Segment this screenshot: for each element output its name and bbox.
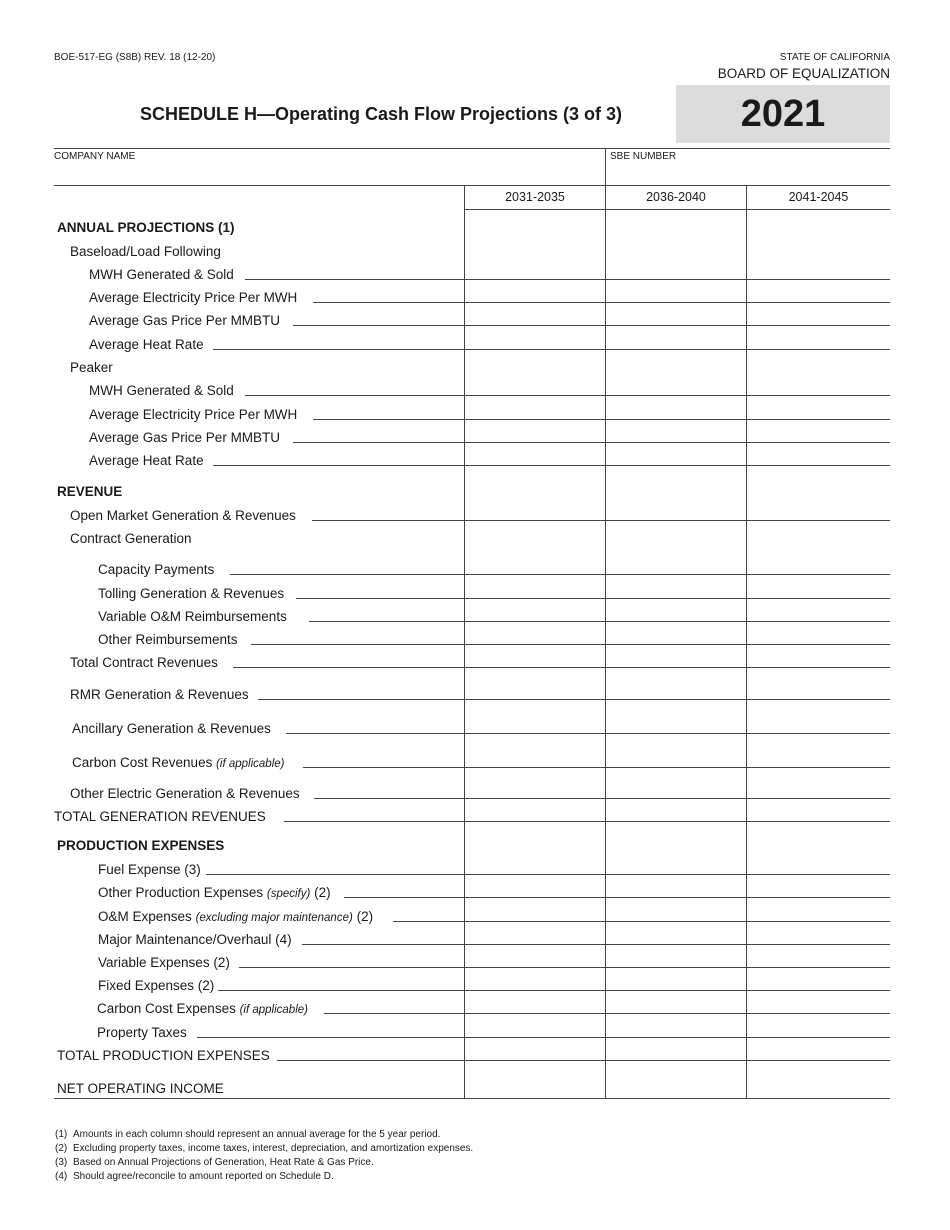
amount-cell[interactable] bbox=[747, 331, 890, 348]
amount-cell[interactable] bbox=[606, 580, 746, 597]
row-leader-line bbox=[296, 598, 464, 599]
row-label-text: ANNUAL PROJECTIONS (1) bbox=[57, 220, 235, 235]
row-cell-line bbox=[464, 921, 890, 922]
amount-cell[interactable] bbox=[747, 307, 890, 324]
amount-cell[interactable] bbox=[606, 715, 746, 732]
row-leader-line bbox=[197, 1037, 464, 1038]
row-leader-line bbox=[218, 990, 464, 991]
row-label-text: Average Electricity Price Per MWH bbox=[89, 407, 298, 422]
footnote bbox=[55, 1142, 473, 1156]
amount-cell[interactable] bbox=[606, 502, 746, 519]
amount-cell[interactable] bbox=[606, 556, 746, 573]
amount-cell[interactable] bbox=[606, 261, 746, 278]
row-label-text: Average Heat Rate bbox=[89, 337, 204, 352]
amount-cell[interactable] bbox=[747, 556, 890, 573]
row-cell-line bbox=[464, 967, 890, 968]
amount-cell[interactable] bbox=[465, 715, 605, 732]
row-cell-line bbox=[464, 325, 890, 326]
row-cell-line bbox=[464, 699, 890, 700]
row-label-text: TOTAL PRODUCTION EXPENSES bbox=[57, 1048, 270, 1063]
row-label bbox=[70, 687, 249, 703]
amount-cell[interactable] bbox=[606, 856, 746, 873]
amount-cell[interactable] bbox=[606, 307, 746, 324]
row-label-text: Fixed Expenses (2) bbox=[98, 978, 215, 993]
row-label-text: MWH Generated & Sold bbox=[89, 267, 234, 282]
amount-cell[interactable] bbox=[606, 903, 746, 920]
row-label bbox=[57, 1081, 224, 1097]
amount-cell[interactable] bbox=[465, 284, 605, 301]
row-label bbox=[54, 809, 266, 825]
amount-cell[interactable] bbox=[465, 580, 605, 597]
row-label-text: Variable Expenses (2) bbox=[98, 955, 230, 970]
amount-cell[interactable] bbox=[465, 331, 605, 348]
amount-cell[interactable] bbox=[747, 649, 890, 666]
row-leader-line bbox=[245, 279, 464, 280]
row-label-suffix: (2) bbox=[314, 885, 331, 900]
form-number: BOE-517-EG (S8B) REV. 18 (12-20) bbox=[54, 52, 216, 63]
footnote bbox=[55, 1156, 374, 1170]
amount-cell[interactable] bbox=[747, 903, 890, 920]
amount-cell[interactable] bbox=[465, 1042, 605, 1059]
row-leader-line bbox=[239, 967, 464, 968]
amount-cell[interactable] bbox=[747, 995, 890, 1012]
row-label bbox=[70, 244, 221, 260]
row-leader-line bbox=[230, 574, 464, 575]
amount-cell[interactable] bbox=[747, 447, 890, 464]
row-label-text: Property Taxes bbox=[97, 1025, 187, 1040]
amount-cell[interactable] bbox=[606, 749, 746, 766]
amount-cell[interactable] bbox=[747, 401, 890, 418]
row-label bbox=[70, 360, 113, 376]
amount-cell[interactable] bbox=[465, 261, 605, 278]
row-leader-line bbox=[314, 798, 464, 799]
row-label bbox=[70, 786, 300, 802]
amount-cell[interactable] bbox=[747, 261, 890, 278]
row-leader-line bbox=[313, 302, 464, 303]
row-leader-line bbox=[251, 644, 464, 645]
amount-cell[interactable] bbox=[465, 1019, 605, 1036]
row-cell-line bbox=[464, 874, 890, 875]
state-label: STATE OF CALIFORNIA bbox=[779, 52, 890, 63]
row-label bbox=[70, 531, 192, 547]
footnote bbox=[55, 1170, 334, 1184]
row-cell-line bbox=[464, 621, 890, 622]
row-cell-line bbox=[464, 279, 890, 280]
row-label bbox=[98, 862, 201, 878]
row-leader-line bbox=[245, 395, 464, 396]
amount-cell[interactable] bbox=[747, 856, 890, 873]
row-leader-line bbox=[309, 621, 464, 622]
row-label bbox=[57, 220, 235, 236]
footnote-text: Should agree/reconcile to amount reported on Schedule D. bbox=[73, 1171, 334, 1182]
row-label bbox=[70, 655, 218, 671]
row-label-text: Carbon Cost Expenses bbox=[97, 1001, 236, 1016]
amount-cell[interactable] bbox=[606, 447, 746, 464]
row-label bbox=[98, 885, 331, 902]
sbe-number-field[interactable] bbox=[610, 162, 888, 184]
row-leader-line bbox=[302, 944, 464, 945]
row-label-note: (excluding major maintenance) bbox=[195, 912, 353, 924]
amount-cell[interactable] bbox=[606, 1042, 746, 1059]
row-label bbox=[89, 407, 297, 423]
year-box bbox=[676, 85, 890, 143]
row-leader-line bbox=[233, 667, 464, 668]
row-label-text: Open Market Generation & Revenues bbox=[70, 508, 296, 523]
row-leader-line bbox=[312, 520, 464, 521]
row-cell-line bbox=[464, 520, 890, 521]
row-label-text: Tolling Generation & Revenues bbox=[98, 586, 285, 601]
footnote-number: (1) bbox=[55, 1129, 68, 1140]
row-label-text: NET OPERATING INCOME bbox=[57, 1081, 224, 1096]
company-name-label: COMPANY NAME bbox=[54, 151, 136, 162]
row-label-text: Total Contract Revenues bbox=[70, 655, 218, 670]
amount-cell[interactable] bbox=[747, 803, 890, 820]
footnote-text: Based on Annual Projections of Generation, Heat Rate & Gas Price. bbox=[73, 1157, 374, 1168]
row-cell-line bbox=[464, 419, 890, 420]
row-leader-line bbox=[393, 921, 464, 922]
row-label bbox=[89, 337, 204, 353]
amount-cell[interactable] bbox=[465, 926, 605, 943]
row-cell-line bbox=[464, 302, 890, 303]
amount-cell[interactable] bbox=[465, 447, 605, 464]
row-label bbox=[98, 609, 287, 625]
amount-cell[interactable] bbox=[747, 780, 890, 797]
amount-cell[interactable] bbox=[465, 649, 605, 666]
row-label-text: Carbon Cost Revenues bbox=[72, 755, 213, 770]
amount-cell[interactable] bbox=[606, 424, 746, 441]
column-header-2036-2040: 2036-2040 bbox=[646, 190, 706, 204]
row-label-text: Capacity Payments bbox=[98, 562, 215, 577]
company-name-field[interactable] bbox=[54, 162, 602, 184]
amount-cell[interactable] bbox=[465, 556, 605, 573]
amount-cell[interactable] bbox=[465, 401, 605, 418]
row-label-text: Variable O&M Reimbursements bbox=[98, 609, 287, 624]
footnote-number: (3) bbox=[55, 1157, 68, 1168]
footnote bbox=[55, 1128, 440, 1142]
amount-cell[interactable] bbox=[465, 626, 605, 643]
row-label-text: Contract Generation bbox=[70, 531, 192, 546]
amount-cell[interactable] bbox=[465, 603, 605, 620]
row-leader-line bbox=[313, 419, 464, 420]
amount-cell[interactable] bbox=[606, 972, 746, 989]
row-label-text: Other Electric Generation & Revenues bbox=[70, 786, 300, 801]
amount-cell[interactable] bbox=[747, 715, 890, 732]
sbe-number-label: SBE NUMBER bbox=[610, 151, 677, 162]
amount-cell[interactable] bbox=[465, 856, 605, 873]
row-label-text: O&M Expenses bbox=[98, 909, 192, 924]
row-cell-line bbox=[464, 1060, 890, 1061]
row-label-text: Other Production Expenses bbox=[98, 885, 264, 900]
row-label bbox=[98, 955, 230, 971]
amount-cell[interactable] bbox=[606, 949, 746, 966]
row-leader-line bbox=[344, 897, 464, 898]
row-leader-line bbox=[293, 442, 464, 443]
row-label-note: (if applicable) bbox=[216, 758, 285, 770]
row-label bbox=[89, 430, 280, 446]
row-leader-line bbox=[277, 1060, 464, 1061]
amount-cell[interactable] bbox=[465, 903, 605, 920]
agency-label: BOARD OF EQUALIZATION bbox=[717, 66, 890, 81]
row-leader-line bbox=[324, 1013, 464, 1014]
row-label bbox=[97, 1001, 308, 1018]
amount-cell[interactable] bbox=[465, 681, 605, 698]
amount-cell[interactable] bbox=[747, 502, 890, 519]
row-label-text: Average Electricity Price Per MWH bbox=[89, 290, 298, 305]
row-cell-line bbox=[464, 465, 890, 466]
row-label-note: (specify) bbox=[266, 888, 311, 900]
amount-cell[interactable] bbox=[747, 424, 890, 441]
amount-cell[interactable] bbox=[606, 803, 746, 820]
row-label bbox=[98, 932, 292, 948]
amount-cell[interactable] bbox=[606, 1019, 746, 1036]
amount-cell[interactable] bbox=[606, 995, 746, 1012]
amount-cell[interactable] bbox=[465, 803, 605, 820]
amount-cell[interactable] bbox=[465, 307, 605, 324]
row-label bbox=[89, 453, 204, 469]
row-cell-line bbox=[464, 897, 890, 898]
row-label-text: PRODUCTION EXPENSES bbox=[57, 838, 225, 853]
row-leader-line bbox=[206, 874, 464, 875]
amount-cell[interactable] bbox=[747, 972, 890, 989]
amount-cell[interactable] bbox=[606, 377, 746, 394]
row-label-text: Average Heat Rate bbox=[89, 453, 204, 468]
row-label-text: Major Maintenance/Overhaul (4) bbox=[98, 932, 292, 947]
row-label bbox=[89, 383, 234, 399]
row-label bbox=[57, 484, 122, 500]
row-cell-line bbox=[464, 990, 890, 991]
amount-cell[interactable] bbox=[606, 603, 746, 620]
footnote-text: Excluding property taxes, income taxes, interest, depreciation, and amortization expenses. bbox=[73, 1143, 474, 1154]
row-cell-line bbox=[464, 442, 890, 443]
row-label-text: Baseload/Load Following bbox=[70, 244, 221, 259]
row-cell-line bbox=[464, 574, 890, 575]
row-label bbox=[57, 1048, 270, 1064]
column-header-2041-2045: 2041-2045 bbox=[788, 190, 849, 204]
row-label-text: Average Gas Price Per MMBTU bbox=[89, 313, 281, 328]
amount-cell[interactable] bbox=[465, 780, 605, 797]
amount-cell[interactable] bbox=[465, 972, 605, 989]
row-label bbox=[98, 978, 214, 994]
amount-cell[interactable] bbox=[606, 284, 746, 301]
year-label: 2021 bbox=[740, 93, 826, 135]
row-label-note: (if applicable) bbox=[239, 1004, 308, 1016]
page-title: SCHEDULE H—Operating Cash Flow Projections (3 of 3) bbox=[140, 104, 623, 124]
amount-cell[interactable] bbox=[606, 401, 746, 418]
row-label bbox=[72, 721, 271, 737]
row-label bbox=[70, 508, 296, 524]
amount-cell[interactable] bbox=[747, 749, 890, 766]
row-label-text: MWH Generated & Sold bbox=[89, 383, 234, 398]
row-label-text: Average Gas Price Per MMBTU bbox=[89, 430, 281, 445]
row-cell-line bbox=[464, 821, 890, 822]
row-label bbox=[89, 267, 234, 283]
amount-cell[interactable] bbox=[606, 879, 746, 896]
row-leader-line bbox=[213, 349, 464, 350]
row-cell-line bbox=[464, 1013, 890, 1014]
amount-cell[interactable] bbox=[465, 749, 605, 766]
amount-cell[interactable] bbox=[747, 626, 890, 643]
row-cell-line bbox=[464, 395, 890, 396]
row-leader-line bbox=[213, 465, 464, 466]
row-label bbox=[89, 290, 297, 306]
row-cell-line bbox=[464, 1037, 890, 1038]
row-cell-line bbox=[464, 598, 890, 599]
row-label bbox=[97, 1025, 187, 1041]
row-label bbox=[89, 313, 280, 329]
row-leader-line bbox=[286, 733, 464, 734]
amount-cell[interactable] bbox=[747, 926, 890, 943]
row-leader-line bbox=[258, 699, 464, 700]
row-label-text: Fuel Expense (3) bbox=[98, 862, 201, 877]
amount-cell[interactable] bbox=[747, 580, 890, 597]
row-cell-line bbox=[464, 944, 890, 945]
row-label-text: RMR Generation & Revenues bbox=[70, 687, 249, 702]
row-label bbox=[72, 755, 285, 772]
row-label bbox=[98, 632, 238, 648]
amount-cell[interactable] bbox=[606, 926, 746, 943]
amount-cell[interactable] bbox=[747, 681, 890, 698]
row-label-text: Ancillary Generation & Revenues bbox=[72, 721, 271, 736]
row-leader-line bbox=[303, 767, 464, 768]
row-cell-line bbox=[464, 349, 890, 350]
row-label-suffix: (2) bbox=[356, 909, 374, 924]
row-label bbox=[98, 586, 284, 602]
amount-cell[interactable] bbox=[465, 424, 605, 441]
amount-cell[interactable] bbox=[606, 331, 746, 348]
amount-cell[interactable] bbox=[747, 603, 890, 620]
row-cell-line bbox=[464, 733, 890, 734]
row-label bbox=[98, 909, 373, 926]
row-label bbox=[57, 838, 224, 854]
amount-cell[interactable] bbox=[465, 502, 605, 519]
row-label-text: Peaker bbox=[70, 360, 113, 375]
amount-cell[interactable] bbox=[465, 949, 605, 966]
row-label-text: TOTAL GENERATION REVENUES bbox=[54, 809, 266, 824]
footnote-number: (2) bbox=[55, 1143, 68, 1154]
row-cell-line bbox=[464, 767, 890, 768]
column-header-2031-2035: 2031-2035 bbox=[505, 190, 565, 204]
amount-cell[interactable] bbox=[465, 377, 605, 394]
amount-cell[interactable] bbox=[606, 681, 746, 698]
amount-cell[interactable] bbox=[747, 1019, 890, 1036]
amount-cell[interactable] bbox=[606, 780, 746, 797]
row-label-text: Other Reimbursements bbox=[98, 632, 238, 647]
amount-cell[interactable] bbox=[465, 995, 605, 1012]
row-label bbox=[98, 562, 214, 578]
row-cell-line bbox=[464, 798, 890, 799]
footnote-text: Amounts in each column should represent an annual average for the 5 year period. bbox=[73, 1129, 441, 1140]
row-label-text: REVENUE bbox=[57, 484, 123, 499]
amount-cell[interactable] bbox=[606, 626, 746, 643]
row-leader-line bbox=[293, 325, 464, 326]
row-cell-line bbox=[464, 644, 890, 645]
amount-cell[interactable] bbox=[747, 284, 890, 301]
row-leader-line bbox=[284, 821, 464, 822]
amount-cell[interactable] bbox=[747, 1042, 890, 1059]
amount-cell[interactable] bbox=[606, 649, 746, 666]
amount-cell[interactable] bbox=[747, 377, 890, 394]
amount-cell[interactable] bbox=[747, 879, 890, 896]
amount-cell[interactable] bbox=[747, 949, 890, 966]
row-cell-line bbox=[464, 667, 890, 668]
footnote-number: (4) bbox=[55, 1171, 68, 1182]
amount-cell[interactable] bbox=[465, 879, 605, 896]
